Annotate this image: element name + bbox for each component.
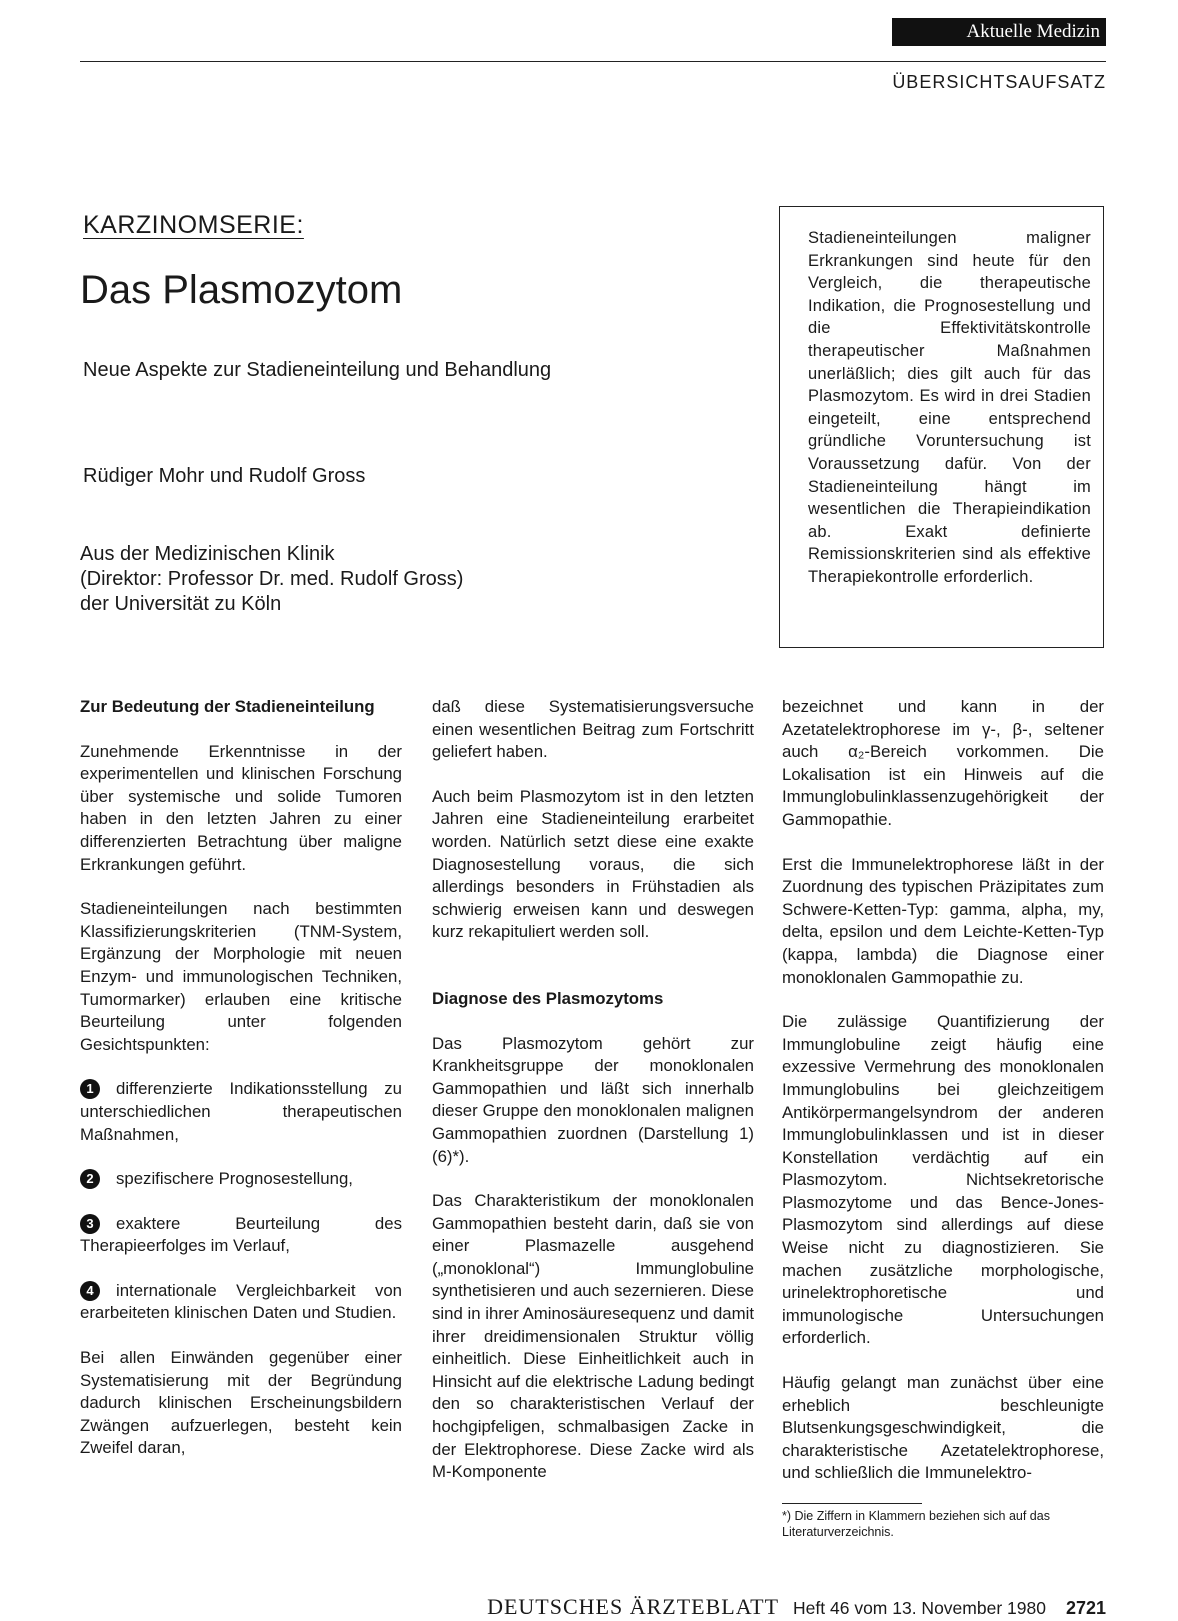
list-item	[80, 1213, 402, 1258]
paragraph: Die zulässige Quantifizierung der Immunglobuline zeigt häufig eine exzessive Vermehrung des monoklonalen Immunglobulins bei gleichzeitigem Antikörpermangelsyndrom der anderen Immunglobulinklassen und ist in dieser Konstellation verdächtig auf ein Plasmozytom. Nichtsekretorische Plasmozytome und das Bence-Jones-Plasmozytom sind allerdings auf diese Weise nicht zu diagnostizieren. Sie machen zusätzliche morphologische, urinelektrophoretische und immunologische Untersuchungen erforderlich.	[782, 1012, 1104, 1348]
list-number-badge: 2	[80, 1169, 100, 1189]
article-subtitle: Neue Aspekte zur Stadieneinteilung und Behandlung	[83, 359, 552, 381]
paragraph: Auch beim Plasmozytom ist in den letzten Jahren eine Stadieneinteilung erarbeitet worden. Natürlich setzt diese eine exakte Diagnosestellung voraus, die sich allerdings besonders in Frühstadien als schwierig erweisen kann und deswegen kurz rekapituliert werden soll.	[432, 786, 754, 942]
paragraph: Das Plasmozytom gehört zur Krankheitsgruppe der monoklonalen Gammopathien und läßt sich innerhalb dieser Gruppe den monoklonalen malignen Gammopathien zuordnen (Darstellung 1) (6)*).	[432, 1033, 754, 1166]
footnote: *) Die Ziffern in Klammern beziehen sich auf das Literaturverzeichnis.	[782, 1509, 1050, 1539]
body-column-3	[782, 696, 1104, 1507]
list-item-text: internationale Vergleichbarkeit von erarbeiteten klinischen Daten und Studien.	[80, 1280, 402, 1323]
list-item-text: differenzierte Indikationsstellung zu unterschiedlichen therapeutischen Maßnahmen,	[80, 1079, 402, 1144]
list-item	[80, 1280, 402, 1325]
footnote-rule	[782, 1503, 922, 1504]
list-item-text: spezifischere Prognosestellung,	[116, 1169, 353, 1189]
section-badge: Aktuelle Medizin	[892, 18, 1106, 46]
abstract-text: Stadieneinteilungen maligner Erkrankungen sind heute für den Vergleich, die therapeutische Indikation, die Prognosestellung und die Effektivitätskontrolle therapeutischer Maßnahmen unerläßlich; dies gilt auch für das Plasmozytom. Es wird in drei Stadien eingeteilt, eine entsprechend gründliche Voruntersuchung ist Voraussetzung dafür. Von der Stadieneinteilung hängt im wesentlichen die Therapieindikation ab. Exakt definierte Remissionskriterien sind als effektive Therapiekontrolle erforderlich.	[808, 229, 1091, 586]
paragraph: Erst die Immunelektrophorese läßt in der Zuordnung des typischen Präzipitates zum Schwere-Ketten-Typ: gamma, alpha, my, delta, epsilon und dem Leichte-Ketten-Typ (kappa, lambda) die Diagnose einer monoklonalen Gammopathie zu.	[782, 854, 1104, 987]
paragraph: Zunehmende Erkenntnisse in der experimentellen und klinischen Forschung über systemische und solide Tumoren haben in den letzten Jahren zu einer differenzierten Betrachtung über maligne Erkrankungen geführt.	[80, 741, 402, 874]
affiliation	[80, 542, 463, 617]
paragraph: daß diese Systematisierungsversuche einen wesentlichen Beitrag zum Fortschritt geliefert haben.	[432, 697, 754, 762]
affiliation-line: (Direktor: Professor Dr. med. Rudolf Gross)	[80, 568, 464, 590]
body-column-1	[80, 696, 402, 1482]
article-title: Das Plasmozytom	[80, 268, 403, 312]
section-heading: Zur Bedeutung der Stadieneinteilung	[80, 697, 375, 716]
abstract-box	[779, 206, 1104, 648]
issue-info: Heft 46 vom 13. November 1980	[793, 1598, 1046, 1618]
list-number-badge: 3	[80, 1214, 100, 1234]
authors: Rüdiger Mohr und Rudolf Gross	[83, 465, 366, 487]
body-column-2	[432, 696, 754, 1506]
list-number-badge: 4	[80, 1281, 100, 1301]
journal-name: DEUTSCHES ÄRZTEBLATT	[487, 1594, 780, 1619]
paragraph: bezeichnet und kann in der Azetatelektrophorese im γ-, β-, seltener auch α₂-Bereich vorkommen. Die Lokalisation ist ein Hinweis auf die Immunglobulinklassenzugehörigkeit der Gammopathie.	[782, 697, 1104, 829]
paragraph: Häufig gelangt man zunächst über eine erheblich beschleunigte Blutsenkungsgeschwindigkeit, die charakteristische Azetatelektrophorese, und schließlich die Immunelektro-	[782, 1373, 1104, 1483]
affiliation-line: der Universität zu Köln	[80, 593, 282, 615]
list-item	[80, 1168, 402, 1191]
section-heading: Diagnose des Plasmozytoms	[432, 988, 664, 1008]
page-number: 2721	[1065, 1598, 1106, 1618]
article-type: ÜBERSICHTSAUFSATZ	[892, 72, 1106, 92]
affiliation-line: Aus der Medizinischen Klinik	[80, 543, 335, 565]
paragraph: Bei allen Einwänden gegenüber einer Systematisierung mit der Begründung dadurch klinischen Erscheinungsbildern Zwängen aufzuerlegen, besteht kein Zweifel daran,	[80, 1348, 402, 1458]
paragraph: Stadieneinteilungen nach bestimmten Klassifizierungskriterien (TNM-System, Ergänzung der Morphologie mit neuen Enzym- und immunologischen Techniken, Tumormarker) erlauben eine kritische Beurteilung unter folgenden Gesichtspunkten:	[80, 899, 402, 1054]
list-item	[80, 1078, 402, 1146]
paragraph: Das Charakteristikum der monoklonalen Gammopathien besteht darin, daß sie von einer Plasmazelle ausgehend („monoklonal“) Immunglobuline synthetisieren und auch sezernieren. Diese sind in ihrer Aminosäuresequenz und damit ihrer dreidimensionalen Struktur völlig einheitlich. Diese Einheitlichkeit auch in Hinsicht auf die elektrische Ladung bedingt den so charakteristischen Verlauf der hochgipfeligen, schmalbasigen Zacke in der Elektrophorese. Diese Zacke wird als M-Komponente	[432, 1191, 754, 1482]
page-footer	[487, 1594, 1106, 1620]
series-label: KARZINOMSERIE:	[83, 211, 304, 239]
header-rule	[80, 61, 1106, 62]
list-number-badge: 1	[80, 1079, 100, 1099]
list-item-text: exaktere Beurteilung des Therapieerfolges im Verlauf,	[80, 1213, 402, 1256]
